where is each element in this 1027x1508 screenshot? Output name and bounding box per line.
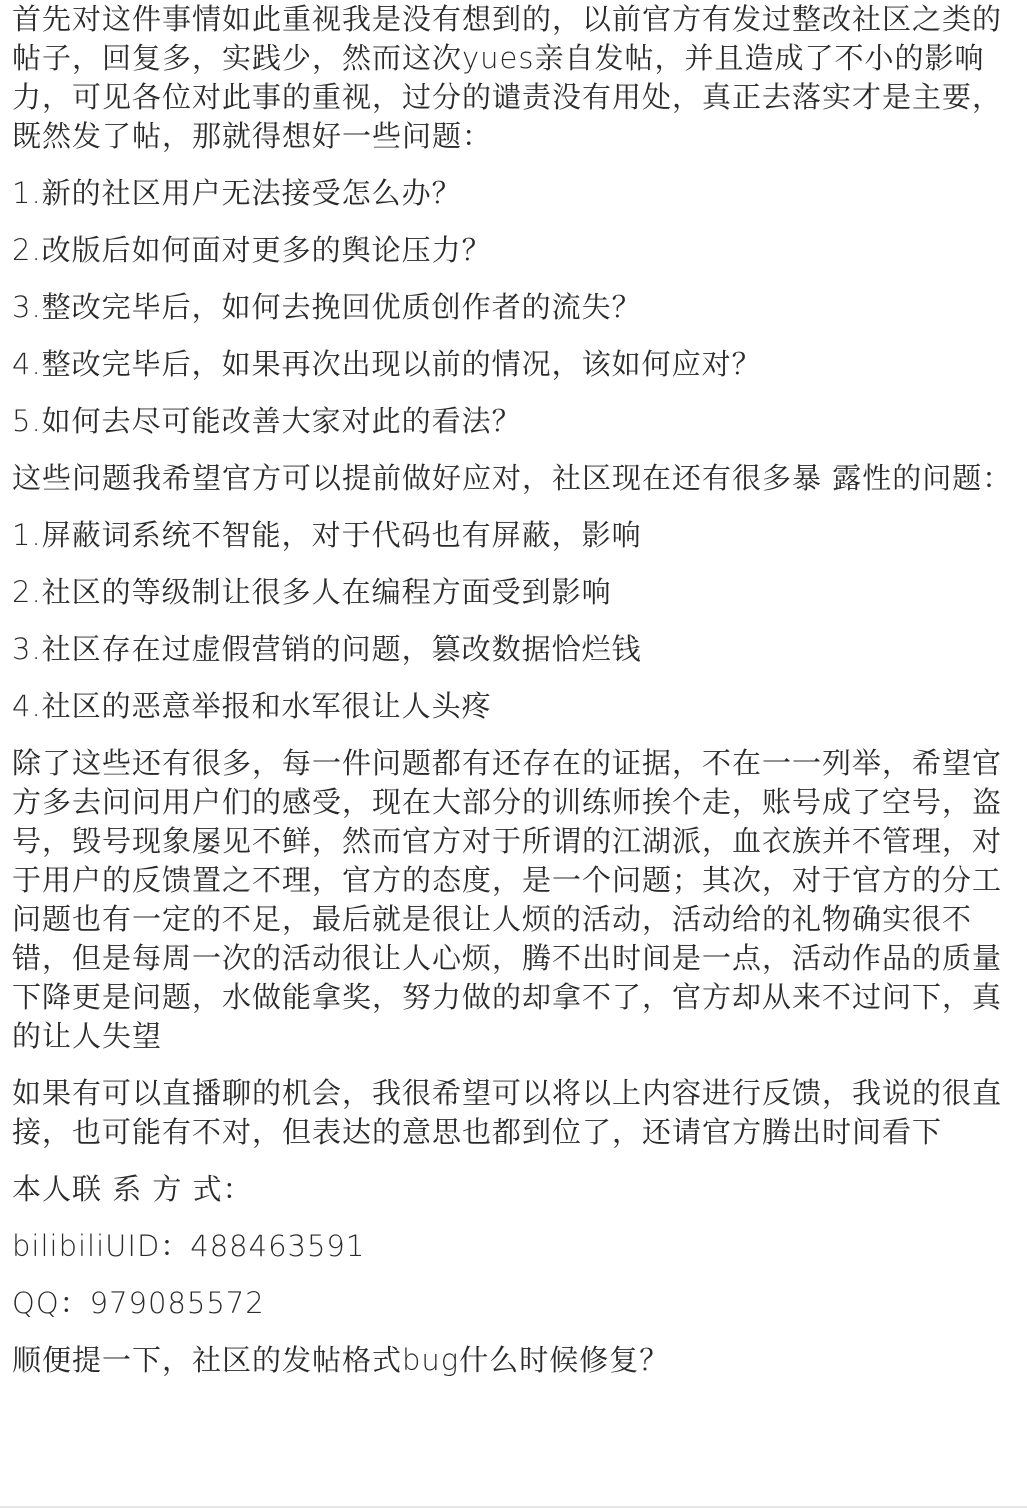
feedback-paragraph: 如果有可以直播聊的机会，我很希望可以将以上内容进行反馈，我说的很直接，也可能有不对，但表达的意思也都到位了，还请官方腾出时间看下	[12, 1076, 1003, 1149]
issue-item: 2.社区的等级制让很多人在编程方面受到影响	[12, 575, 612, 609]
question-item: 3.整改完毕后，如何去挽回优质创作者的流失？	[12, 290, 642, 324]
issue-item: 3.社区存在过虚假营销的问题，篡改数据恰烂钱	[12, 632, 642, 666]
question-item: 1.新的社区用户无法接受怎么办？	[12, 176, 462, 210]
post-body	[12, 0, 1016, 1380]
issue-item: 1.屏蔽词系统不智能，对于代码也有屏蔽，影响	[12, 518, 642, 552]
question-item: 5.如何去尽可能改善大家对此的看法？	[12, 404, 522, 438]
contact-qq: QQ：979085572	[12, 1286, 265, 1320]
issue-item: 4.社区的恶意举报和水军很让人头疼	[12, 689, 492, 723]
question-item: 4.整改完毕后，如果再次出现以前的情况，该如何应对？	[12, 347, 762, 381]
contact-heading: 本人联 系 方 式：	[12, 1172, 253, 1206]
closing-question: 顺便提一下，社区的发帖格式bug什么时候修复？	[12, 1343, 670, 1377]
question-item: 2.改版后如何面对更多的舆论压力？	[12, 233, 492, 267]
contact-bilibili: bilibiliUID：488463591	[12, 1229, 366, 1263]
intro-paragraph: 首先对这件事情如此重视我是没有想到的，以前官方有发过整改社区之类的帖子，回复多，实践少，然而这次yues亲自发帖，并且造成了不小的影响力，可见各位对此事的重视，过分的谴责没有用处，真正去落实才是主要，既然发了帖，那就得想好一些问题：	[12, 2, 1003, 153]
details-paragraph: 除了这些还有很多，每一件问题都有还存在的证据，不在一一列举，希望官方多去问问用户们的感受，现在大部分的训练师挨个走，账号成了空号，盗号，毁号现象屡见不鲜，然而官方对于所谓的江湖派，血衣族并不管理，对于用户的反馈置之不理，官方的态度，是一个问题；其次，对于官方的分工问题也有一定的不足，最后就是很让人烦的活动，活动给的礼物确实很不错，但是每周一次的活动很让人心烦，腾不出时间是一点，活动作品的质量下降更是问题，水做能拿奖，努力做的却拿不了，官方却从来不过问下，真的让人失望	[12, 746, 1003, 1053]
issues-intro-paragraph: 这些问题我希望官方可以提前做好应对，社区现在还有很多暴 露性的问题：	[12, 461, 1013, 495]
